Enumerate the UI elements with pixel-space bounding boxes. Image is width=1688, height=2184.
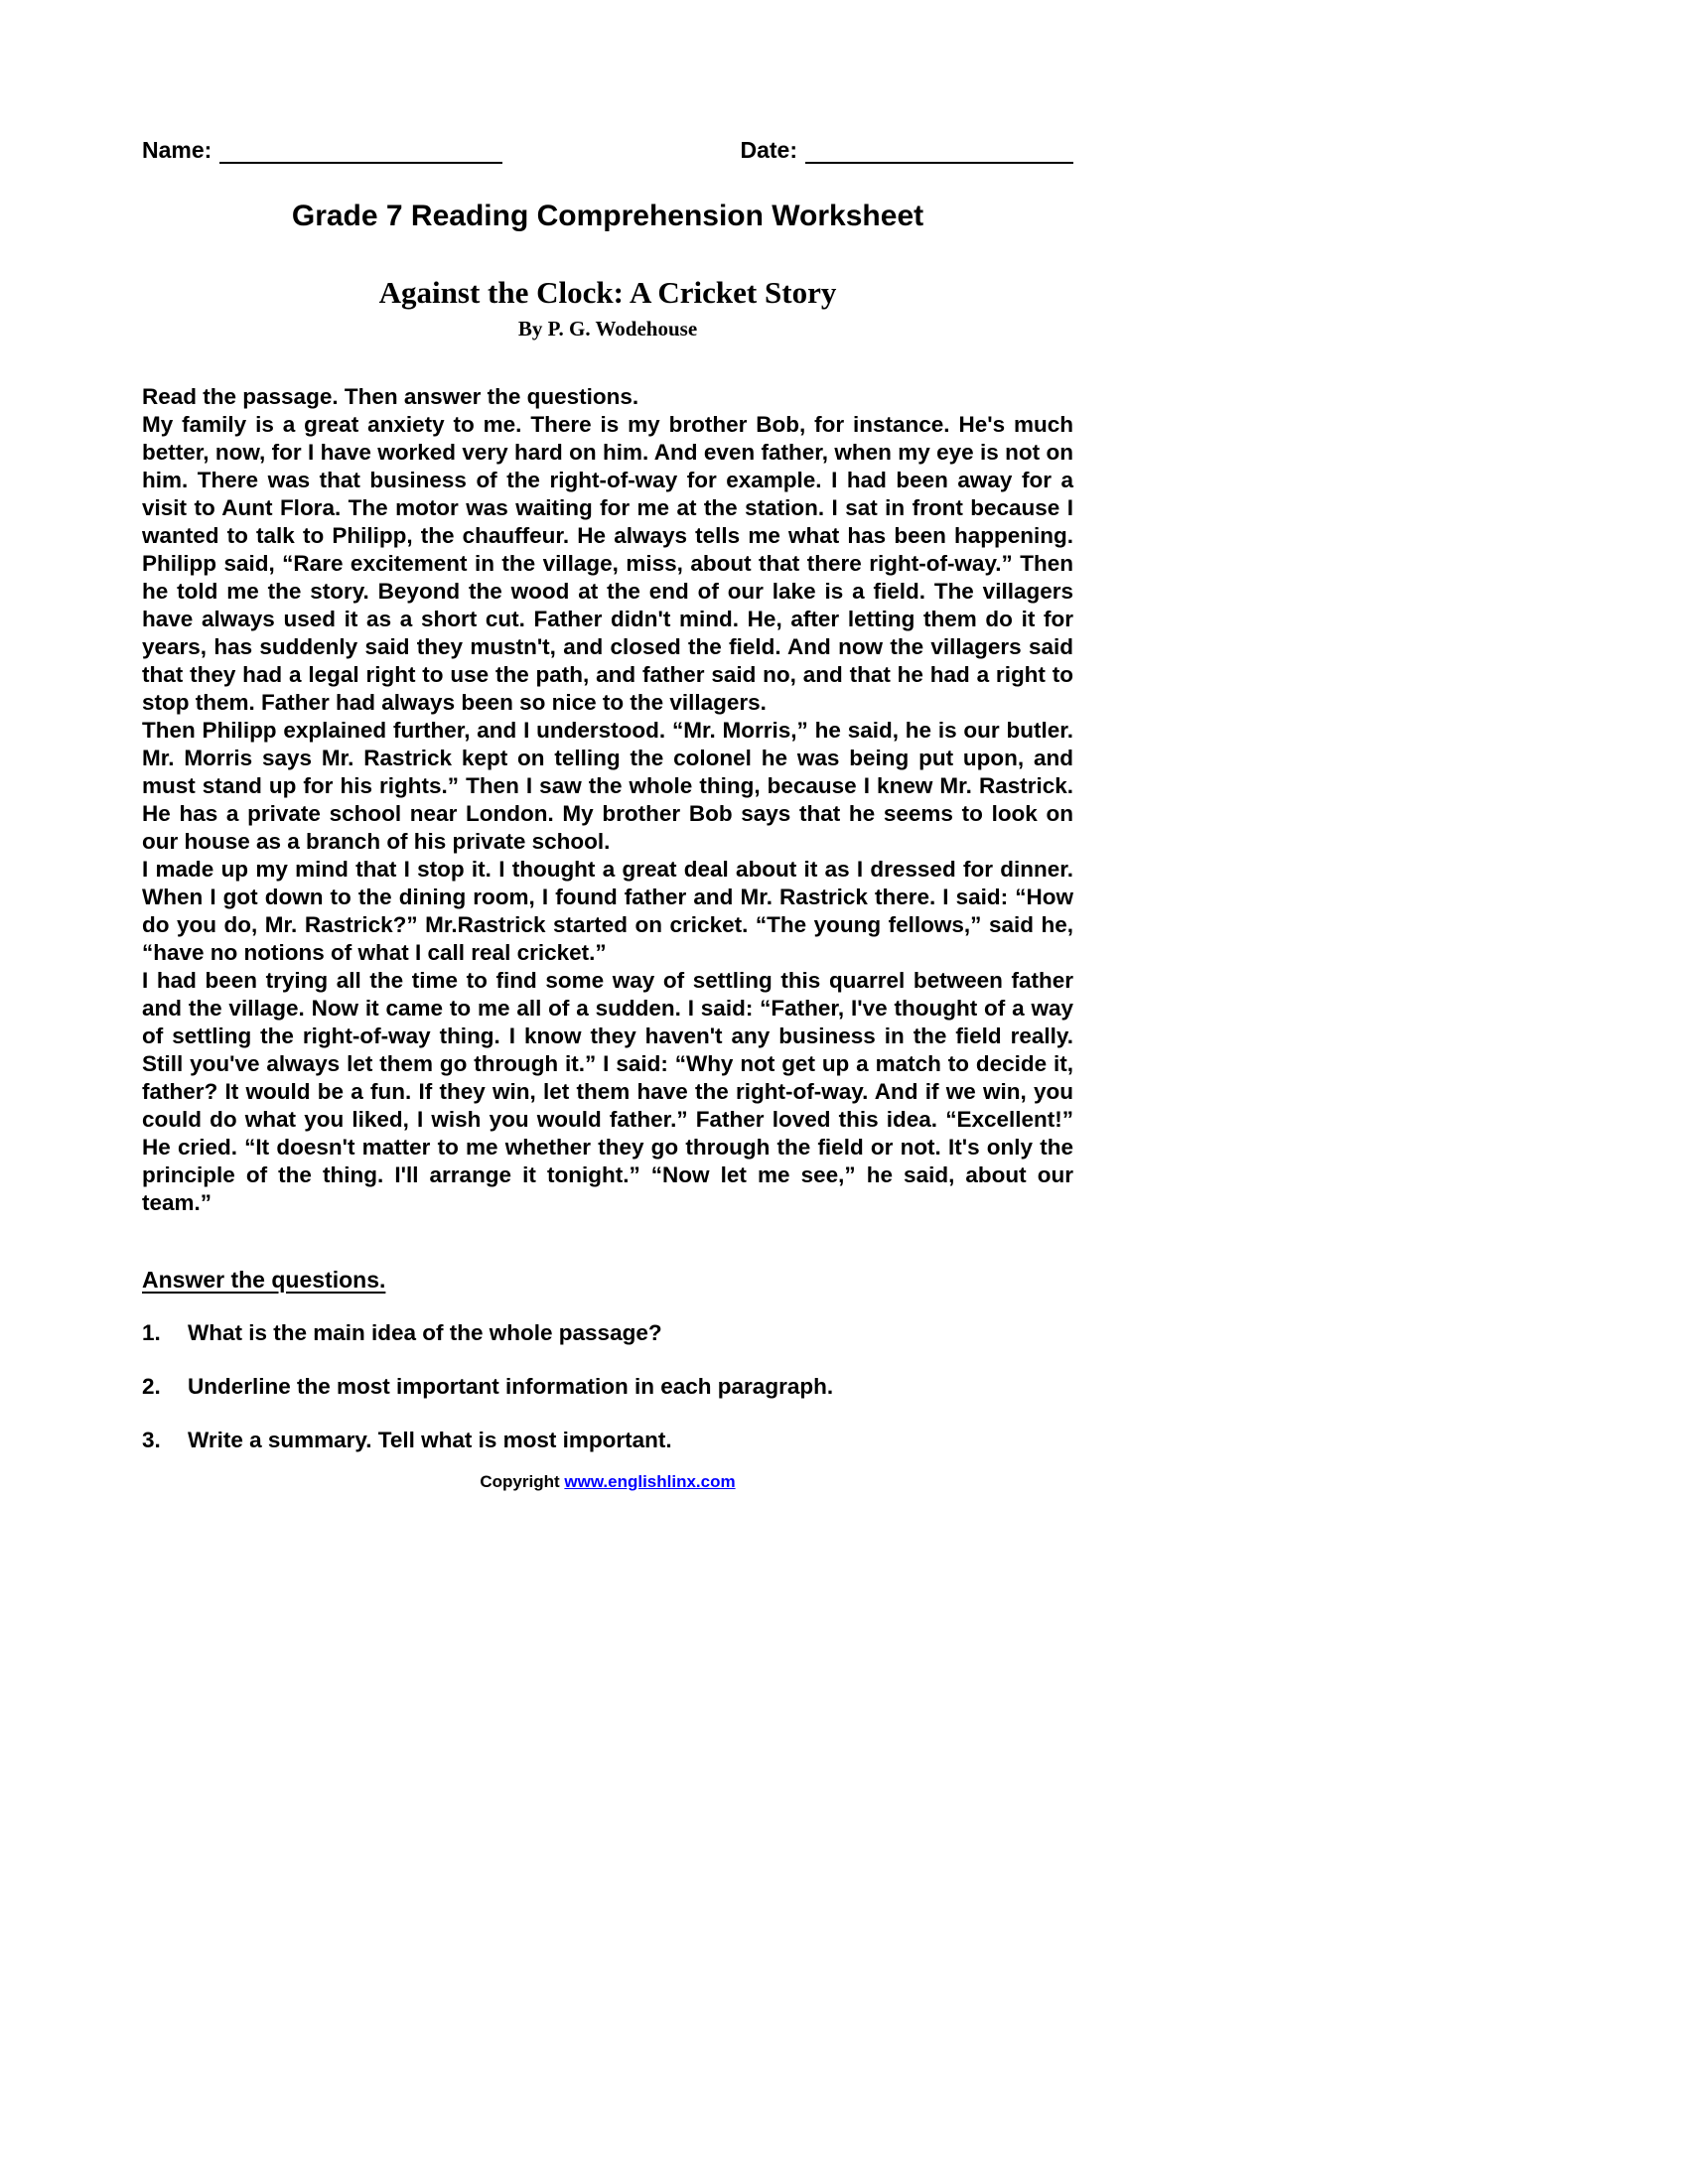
story-byline: By P. G. Wodehouse <box>517 317 698 341</box>
name-field <box>142 137 502 164</box>
question-number: 1. <box>142 1320 161 1345</box>
passage-instructions: Read the passage. Then answer the questions. <box>142 384 639 409</box>
passage-paragraph-4: I had been trying all the time to find some way of settling this quarrel between father and the village. Now it came to me all of a sudden. I said: “Father, I've thought of a way of settling the right-of-way thing. I know they haven't any business in the field really. Still you've always let them go through it.” I said: “Why not get up a match to decide it, father? It would be a fun. If they win, let them have the right-of-way. And if we win, you could do what you liked, I wish you would father.” Father loved this idea. “Excellent!” He cried. “It doesn't matter to me whether they go through the field or not. It's only the principle of the thing. I'll arrange it tonight.” “Now let me see,” he said, about our team.” <box>142 968 1073 1215</box>
footer <box>142 1472 1073 1492</box>
question-text: Write a summary. Tell what is most important. <box>188 1428 672 1452</box>
copyright-label: Copyright <box>480 1472 565 1491</box>
passage-paragraph-1: My family is a great anxiety to me. There is my brother Bob, for instance. He's much better, now, for I have worked very hard on him. And even father, when my eye is not on him. There was that business of the right-of-way for example. I had been away for a visit to Aunt Flora. The motor was waiting for me at the station. I sat in front because I wanted to talk to Philipp, the chauffeur. He always tells me what has been happening. Philipp said, “Rare excitement in the village, miss, about that there right-of-way.” Then he told me the story. Beyond the wood at the end of our lake is a field. The villagers have always used it as a short cut. Father didn't mind. He, after letting them do it for years, has suddenly said they mustn't, and closed the field. And now the villagers said that they had a legal right to use the path, and father said no, and that he had a right to stop them. Father had always been so nice to the villagers. <box>142 412 1073 715</box>
question-item-1 <box>142 1319 1073 1347</box>
question-text: Underline the most important information in each paragraph. <box>188 1374 834 1399</box>
answer-questions-heading: Answer the questions. <box>142 1267 386 1293</box>
name-label: Name: <box>142 137 212 163</box>
question-text: What is the main idea of the whole passage? <box>188 1320 662 1345</box>
question-item-3 <box>142 1427 1073 1454</box>
passage-paragraph-2: Then Philipp explained further, and I understood. “Mr. Morris,” he said, he is our butler. Mr. Morris says Mr. Rastrick kept on telling the colonel he was being put upon, and must stand up for his rights.” Then I saw the whole thing, because I knew Mr. Rastrick. He has a private school near London. My brother Bob says that he seems to look on our house as a branch of his private school. <box>142 718 1073 854</box>
date-field <box>740 137 1073 164</box>
worksheet-title: Grade 7 Reading Comprehension Worksheet <box>291 200 924 232</box>
copyright-link[interactable]: www.englishlinx.com <box>564 1472 736 1491</box>
story-title: Against the Clock: A Cricket Story <box>378 275 837 310</box>
date-label: Date: <box>740 137 797 163</box>
name-fill-line <box>219 138 502 164</box>
question-number: 2. <box>142 1374 161 1399</box>
worksheet-content <box>142 137 1073 1492</box>
question-number: 3. <box>142 1428 161 1452</box>
date-fill-line <box>805 138 1073 164</box>
passage-paragraph-3: I made up my mind that I stop it. I thought a great deal about it as I dressed for dinner. When I got down to the dining room, I found father and Mr. Rastrick there. I said: “How do you do, Mr. Rastrick?” Mr.Rastrick started on cricket. “The young fellows,” said he, “have no notions of what I call real cricket.” <box>142 857 1073 965</box>
header <box>142 137 1073 164</box>
passage <box>142 411 1073 1217</box>
question-item-2 <box>142 1373 1073 1401</box>
questions-list <box>142 1319 1073 1454</box>
